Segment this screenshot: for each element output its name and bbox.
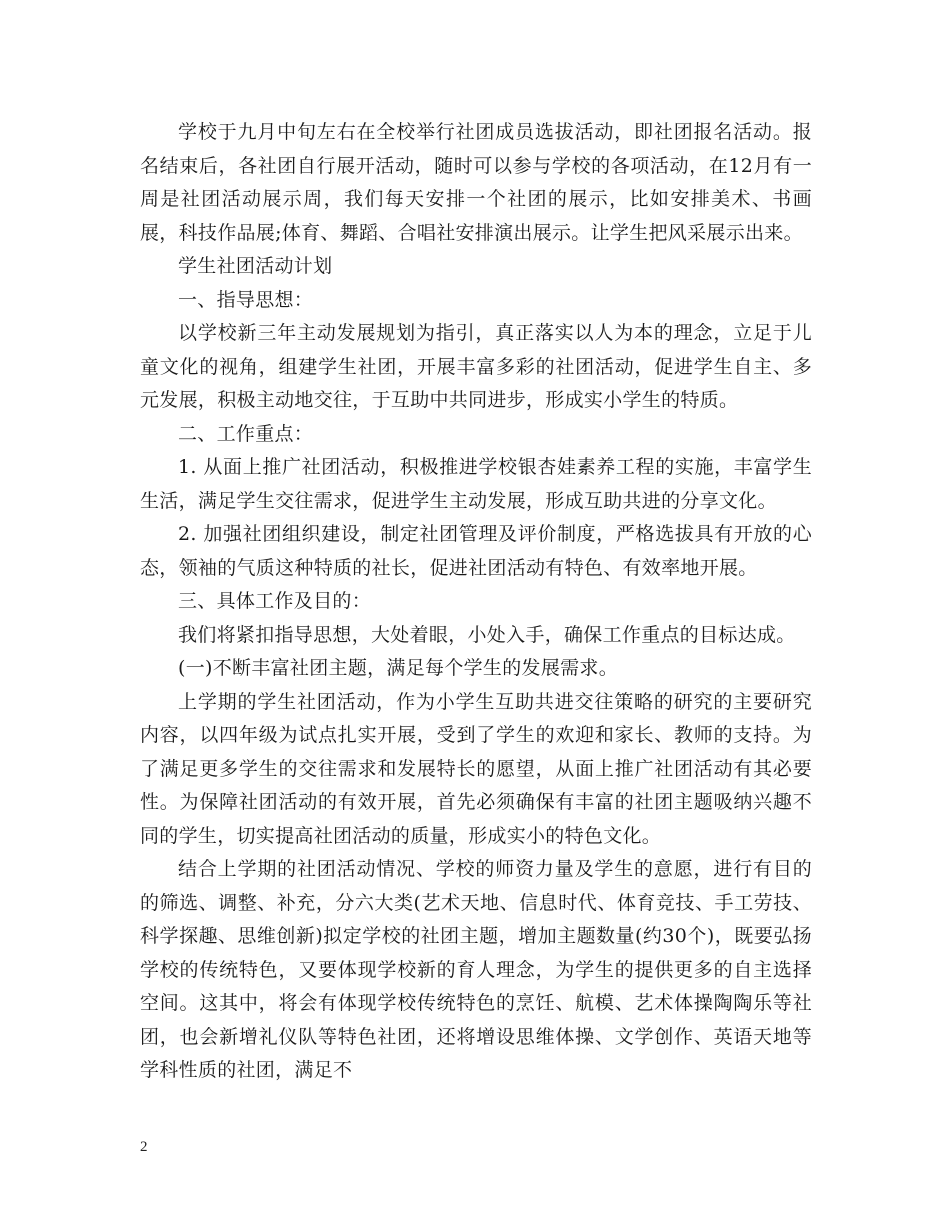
page-number: 2 (140, 1139, 148, 1155)
heading-guiding-thought: 一、指导思想： (178, 288, 314, 311)
document-body (140, 116, 812, 1088)
heading-work-focus: 二、工作重点： (178, 422, 314, 445)
paragraph-focus-1: 1. 从面上推广社团活动，积极推进学校银杏娃素养工程的实施，丰富学生生活，满足学生交往需求，促进学生主动发展，形成互助共进的分享文化。 (140, 456, 812, 512)
heading-specific-work: 三、具体工作及目的： (178, 590, 372, 612)
paragraph-last-semester: 上学期的学生社团活动，作为小学生互助共进交往策略的研究的主要研究内容，以四年级为试点扎实开展，受到了学生的欢迎和家长、教师的支持。为了满足更多学生的交往需求和发展特长的愿望，从面上推广社团活动有其必要性。为保障社团活动的有效开展，首先必须确保有丰富的社团主题吸纳兴趣不同的学生，切实提高社团活动的质量，形成实小的特色文化。 (140, 690, 812, 847)
paragraph-intro: 学校于九月中旬左右在全校举行社团成员选拔活动，即社团报名活动。报名结束后，各社团自行展开活动，随时可以参与学校的各项活动，在12月有一周是社团活动展示周，我们每天安排一个社团的展示，比如安排美术、书画展，科技作品展;体育、舞蹈、合唱社安排演出展示。让学生把风采展示出来。 (140, 121, 812, 244)
paragraph-guiding-thought: 以学校新三年主动发展规划为指引，真正落实以人为本的理念，立足于儿童文化的视角，组建学生社团，开展丰富多彩的社团活动，促进学生自主、多元发展，积极主动地交往，于互助中共同进步，形成实小学生的特质。 (140, 322, 812, 411)
section-title: 学生社团活动计划 (178, 255, 333, 277)
subheading-enrich-themes: (一)不断丰富社团主题，满足每个学生的发展需求。 (178, 657, 619, 679)
paragraph-combine: 结合上学期的社团活动情况、学校的师资力量及学生的意愿，进行有目的的筛选、调整、补充，分六大类(艺术天地、信息时代、体育竞技、手工劳技、科学探趣、思维创新)拟定学校的社团主题，增加主题数量(约30个)，既要弘扬学校的传统特色，又要体现学校新的育人理念，为学生的提供更多的自主选择空间。这其中，将会有体现学校传统特色的烹饪、航模、艺术体操陶陶乐等社团，也会新增礼仪队等特色社团，还将增设思维体操、文学创作、英语天地等学科性质的社团，满足不 (140, 858, 812, 1081)
paragraph-focus-2: 2. 加强社团组织建设，制定社团管理及评价制度，严格选拔具有开放的心态，领袖的气质这种特质的社长，促进社团活动有特色、有效率地开展。 (140, 523, 812, 579)
paragraph-specific-work: 我们将紧扣指导思想，大处着眼，小处入手，确保工作重点的目标达成。 (178, 623, 796, 646)
